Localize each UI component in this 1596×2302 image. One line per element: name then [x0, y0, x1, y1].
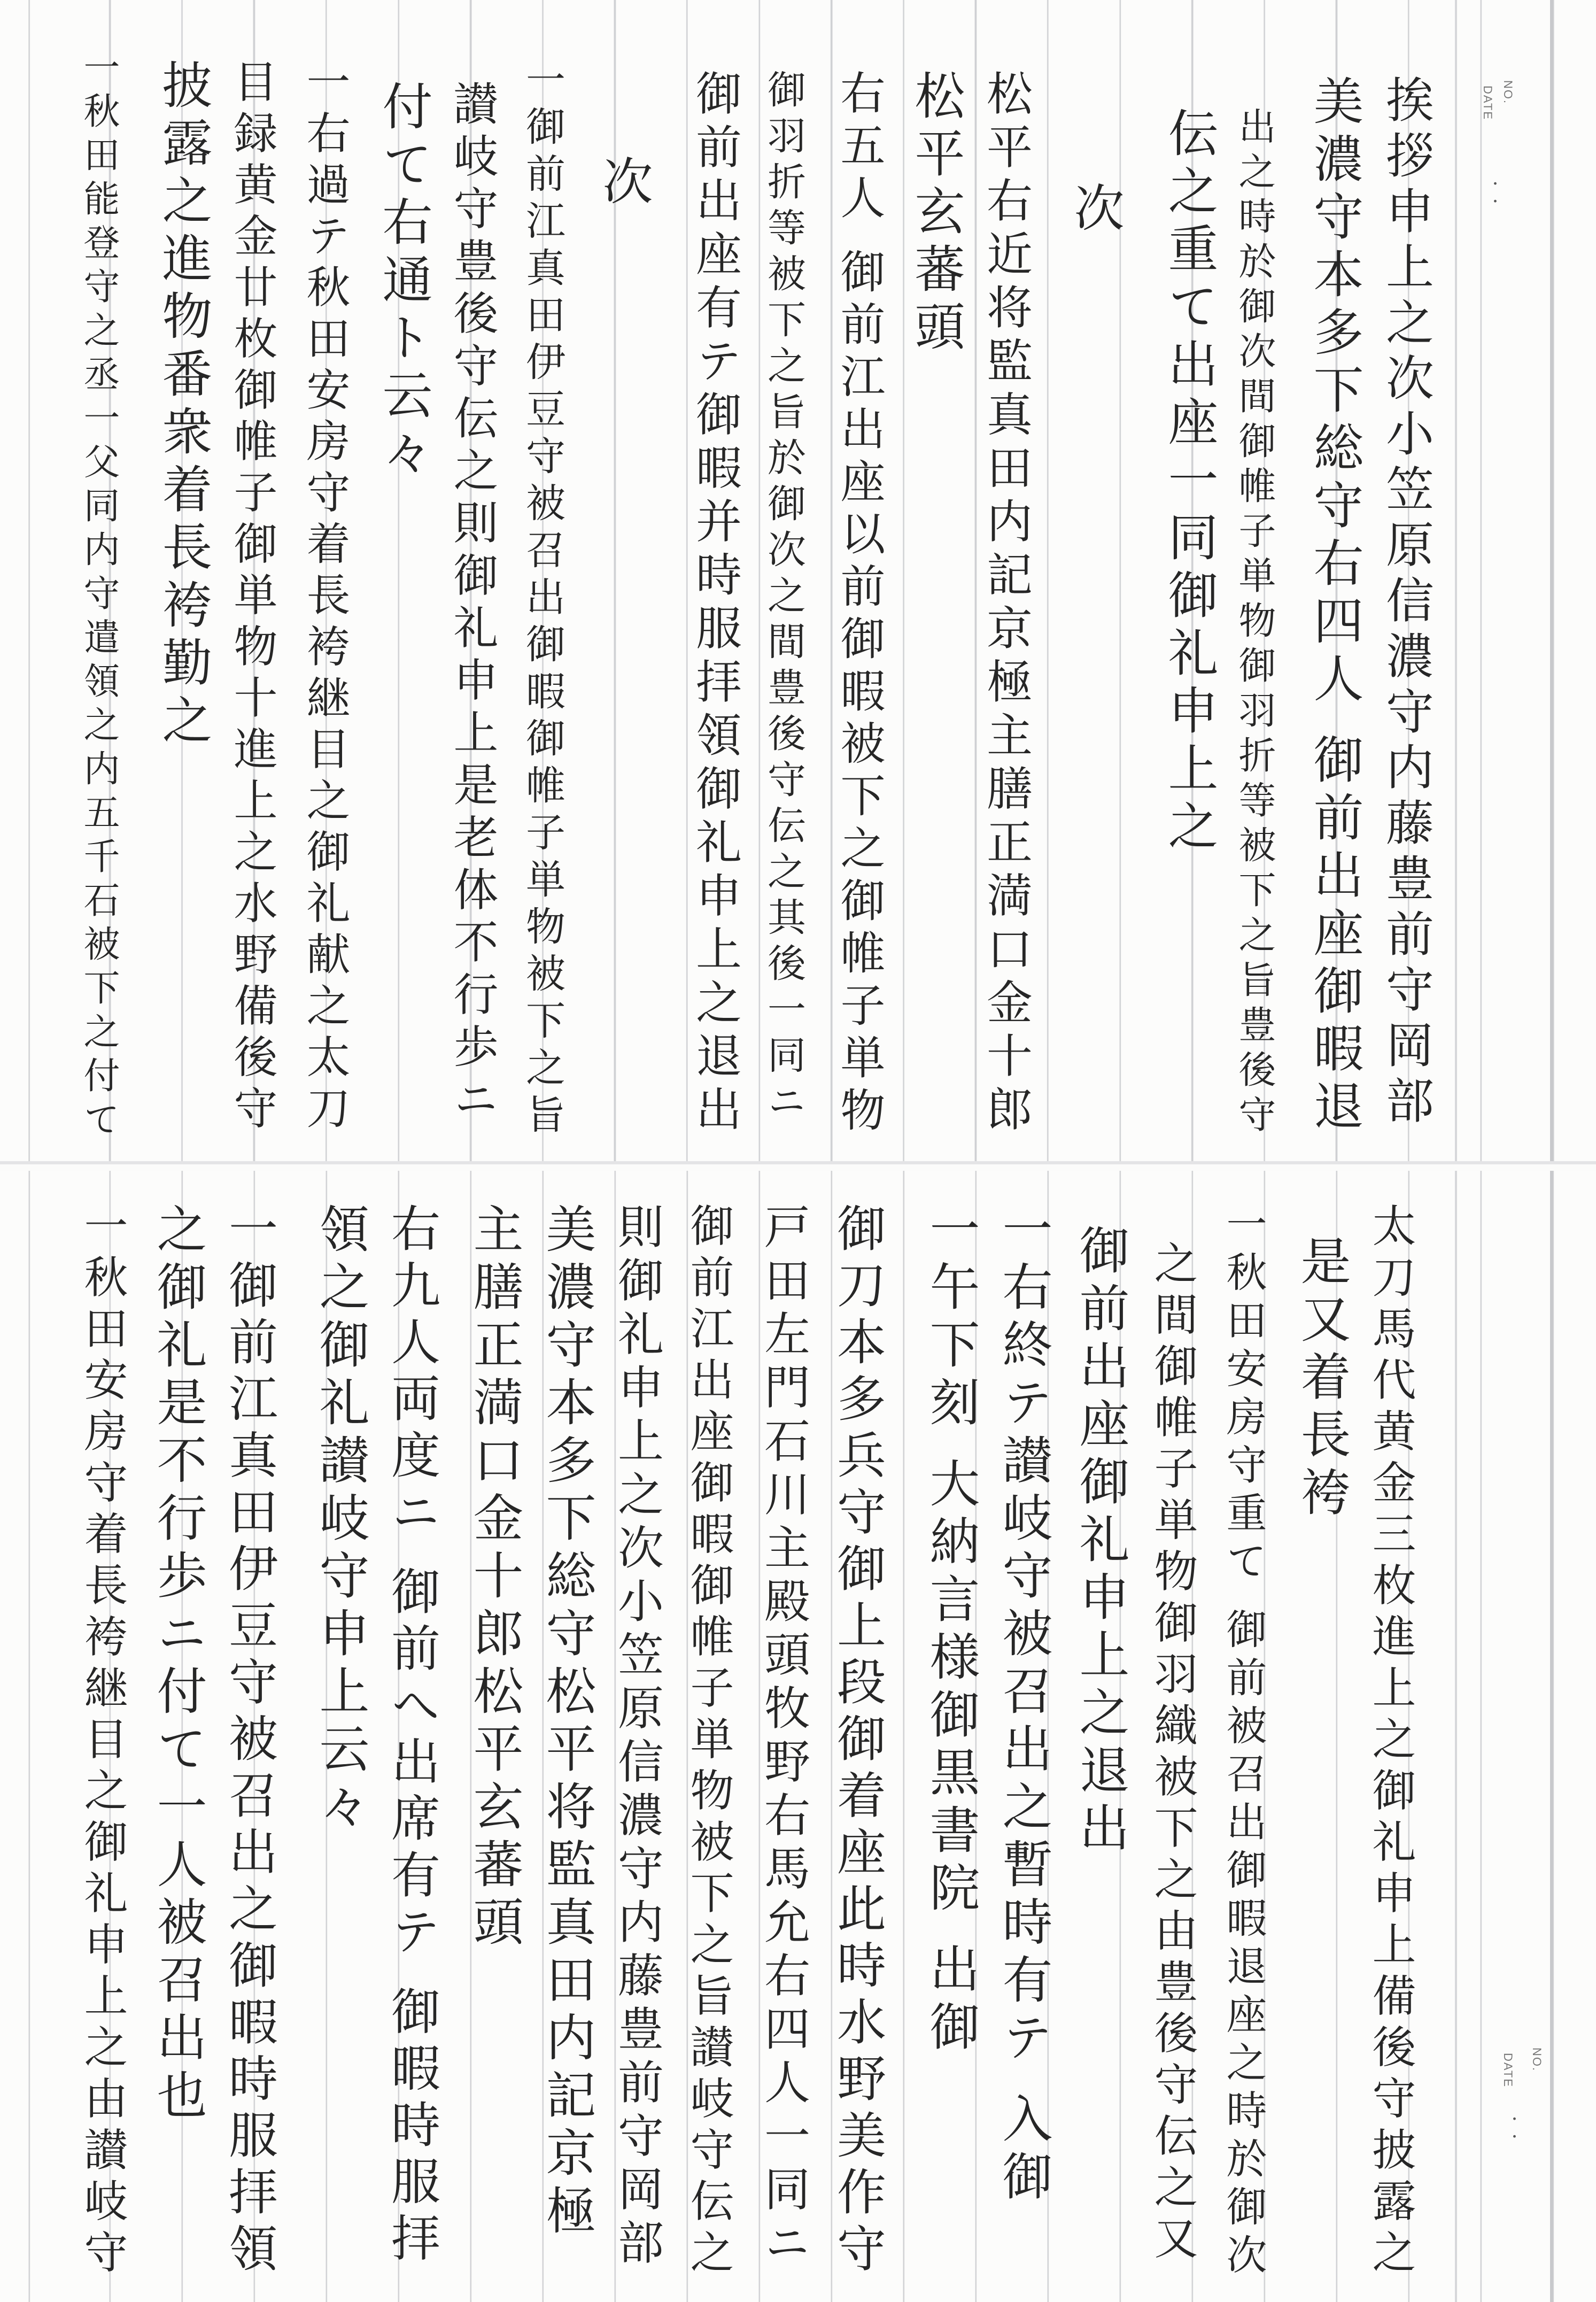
text-column: 次: [594, 155, 652, 213]
text-column: 領之御礼讃岐守申上云々: [311, 1203, 369, 1838]
page-margin-line: [1455, 1171, 1457, 2302]
text-column: 御前出座有テ御暇并時服拝領御礼申上之退出: [688, 69, 741, 1139]
text-column: 御前江出座御暇御帷子単物被下之旨讃岐守伝之: [683, 1203, 734, 2281]
text-column: 一午下刻 大納言様御黒書院 出御: [921, 1203, 979, 2058]
text-column: 是又着長袴: [1292, 1235, 1350, 1524]
text-column: 一御前江真田伊豆守被召出御暇御帷子単物被下之旨: [520, 59, 565, 1141]
text-column: 披露之進物番衆着長袴勤之: [153, 59, 212, 752]
text-column: 一秋田安房守重て 御前被召出御暇退座之時於御次: [1220, 1203, 1267, 2282]
text-column: 美濃守本多下総守松平将監真田内記京極: [537, 1203, 595, 2242]
text-column: 一秋田能登守之丞一父同内守遣領之内五千石被下之付て: [78, 48, 120, 1144]
date-label: [1501, 2053, 1515, 2088]
notebook-page-bottom: [0, 1171, 1596, 2302]
text-column: 目録黄金廿枚御帷子御単物十進上之水野備後守: [227, 59, 277, 1137]
date-dots: ・ ・: [1506, 2112, 1522, 2144]
text-column: 一御前江真田伊豆守被召出之御暇時服拝領: [221, 1203, 278, 2280]
no-label: [1501, 80, 1515, 104]
text-column: 御前出座御礼申上之退出: [1071, 1224, 1129, 1859]
text-column: 一右過テ秋田安房守着長袴継目之御礼献之太刀: [299, 59, 350, 1137]
text-column: 戸田左門石川主殿頭牧野右馬允右四人一同ニ: [756, 1203, 810, 2272]
page-gutter: [1550, 1171, 1553, 2302]
no-label-text: NO.: [1501, 80, 1515, 105]
date-label-text: DATE: [1501, 2053, 1515, 2088]
text-column: 之間御帷子単物御羽織被下之由豊後守伝之又: [1147, 1240, 1198, 2267]
text-column: 次: [1065, 182, 1124, 240]
text-column: 則御礼申上之次小笠原信濃守内藤豊前守岡部: [610, 1203, 663, 2272]
text-column: 出之時於御次間御帷子単物御羽折等被下之旨豊後守: [1233, 107, 1276, 1140]
text-column: 右九人両度ニ 御前へ出席有テ 御暇時服拝: [383, 1203, 440, 2269]
text-column: 松平玄蕃頭: [906, 69, 964, 358]
text-column: 太刀馬代黄金三枚進上之御礼申上備後守披露之: [1365, 1203, 1416, 2281]
text-column: 松平右近将監真田内記京極主膳正満口金十郎: [979, 69, 1032, 1139]
date-label: [1481, 86, 1494, 120]
text-column: 一秋田安房守着長袴継目之御礼申上之由讃岐守: [77, 1203, 128, 2281]
text-column: 付て右通ト云々: [374, 80, 432, 484]
text-column: 挨拶申上之次小笠原信濃守内藤豊前守岡部: [1377, 75, 1434, 1131]
text-column: 右五人 御前江出座以前御暇被下之御帷子単物: [833, 69, 886, 1139]
no-label-text: NO.: [1530, 2048, 1544, 2072]
text-column: 美濃守本多下総守右四人 御前出座御暇退: [1305, 75, 1363, 1138]
text-column: 一右終テ讃岐守被召出之暫時有テ 入御: [994, 1203, 1052, 2208]
date-dots: ・ ・: [1486, 176, 1502, 208]
page-margin-line: [1455, 0, 1457, 1161]
text-column: 之御礼是不行歩ニ付て一人被召出也: [148, 1203, 206, 2127]
text-column: 御羽折等被下之旨於御次之間豊後守伝之其後一同ニ: [761, 69, 806, 1127]
page-gutter: [1550, 0, 1553, 1161]
text-column: 伝之重て出座一同御礼申上之: [1159, 107, 1218, 858]
text-column: 主膳正満口金十郎松平玄蕃頭: [464, 1203, 523, 1953]
date-label-text: DATE: [1481, 86, 1494, 121]
text-column: 御刀本多兵守御上段御着座此時水野美作守: [829, 1203, 886, 2280]
text-column: 讃岐守豊後守伝之則御礼申上是老体不行歩ニ: [446, 80, 499, 1128]
no-label: [1530, 2048, 1544, 2072]
